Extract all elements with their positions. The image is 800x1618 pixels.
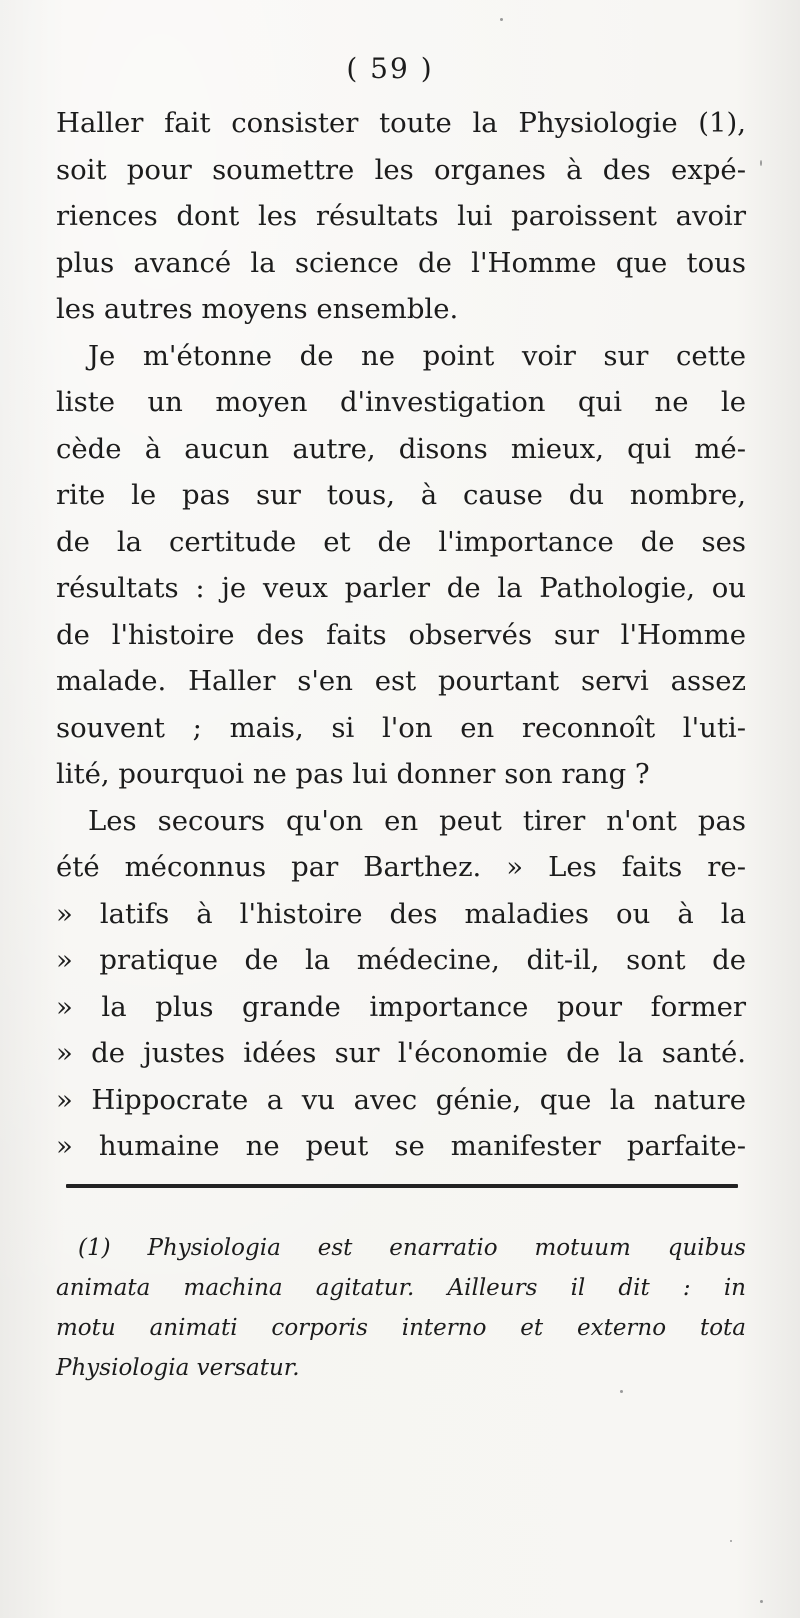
footnote-line: animata machina agitatur. Ailleurs il dit : in — [56, 1275, 746, 1301]
paper-speck — [620, 1390, 623, 1393]
main-text — [56, 100, 746, 1170]
text-line: lité, pourquoi ne pas lui donner son rang ? — [56, 758, 650, 790]
paper-speck — [730, 1540, 732, 1542]
text-line: liste un moyen d'investigation qui ne le — [56, 386, 746, 418]
page-number: ( 59 ) — [346, 52, 434, 85]
paper-speck — [760, 160, 762, 166]
text-line: de la certitude et de l'importance de ses — [56, 525, 746, 558]
footnote-line — [56, 1228, 746, 1268]
footnote-line: motu animati corporis interno et externo tota — [56, 1315, 746, 1341]
text-line: » la plus grande importance pour former — [56, 990, 746, 1023]
text-line: » humaine ne peut se manifester parfaite- — [56, 1130, 746, 1162]
text-line: » pratique de la médecine, dit-il, sont de — [56, 944, 746, 976]
text-line: Les secours qu'on en peut tirer n'ont pas — [88, 804, 746, 837]
text-line: plus avancé la science de l'Homme que tous — [56, 246, 746, 279]
footnote-line-text: (1) Physiologia est enarratio motuum quibus — [78, 1235, 746, 1261]
text-line: les autres moyens ensemble. — [56, 293, 459, 325]
text-line: Haller fait consister toute la Physiologie (1), — [56, 107, 746, 139]
text-line: soit pour soumettre les organes à des expé- — [56, 153, 746, 186]
text-line: résultats : je veux parler de la Pathologie, ou — [56, 572, 746, 604]
text-line: » latifs à l'histoire des maladies ou à la — [56, 897, 746, 930]
text-line: » de justes idées sur l'économie de la santé. — [56, 1037, 746, 1069]
text-line: malade. Haller s'en est pourtant servi assez — [56, 665, 746, 697]
footnote-line: Physiologia versatur. — [56, 1355, 300, 1381]
text-line: de l'histoire des faits observés sur l'Homme — [56, 618, 746, 651]
text-line: » Hippocrate a vu avec génie, que la nature — [56, 1083, 746, 1116]
text-line: Je m'étonne de ne point voir sur cette — [88, 339, 746, 372]
footnote-divider — [66, 1184, 738, 1188]
text-line: rite le pas sur tous, à cause du nombre, — [56, 479, 746, 511]
text-line: riences dont les résultats lui paroissent avoir — [56, 200, 746, 232]
footnote — [56, 1228, 746, 1388]
paper-speck — [500, 18, 503, 21]
text-line: souvent ; mais, si l'on en reconnoît l'uti- — [56, 711, 746, 744]
text-line: cède à aucun autre, disons mieux, qui mé- — [56, 432, 746, 465]
text-line: été méconnus par Barthez. » Les faits re- — [56, 851, 746, 883]
paper-speck — [760, 1600, 763, 1603]
